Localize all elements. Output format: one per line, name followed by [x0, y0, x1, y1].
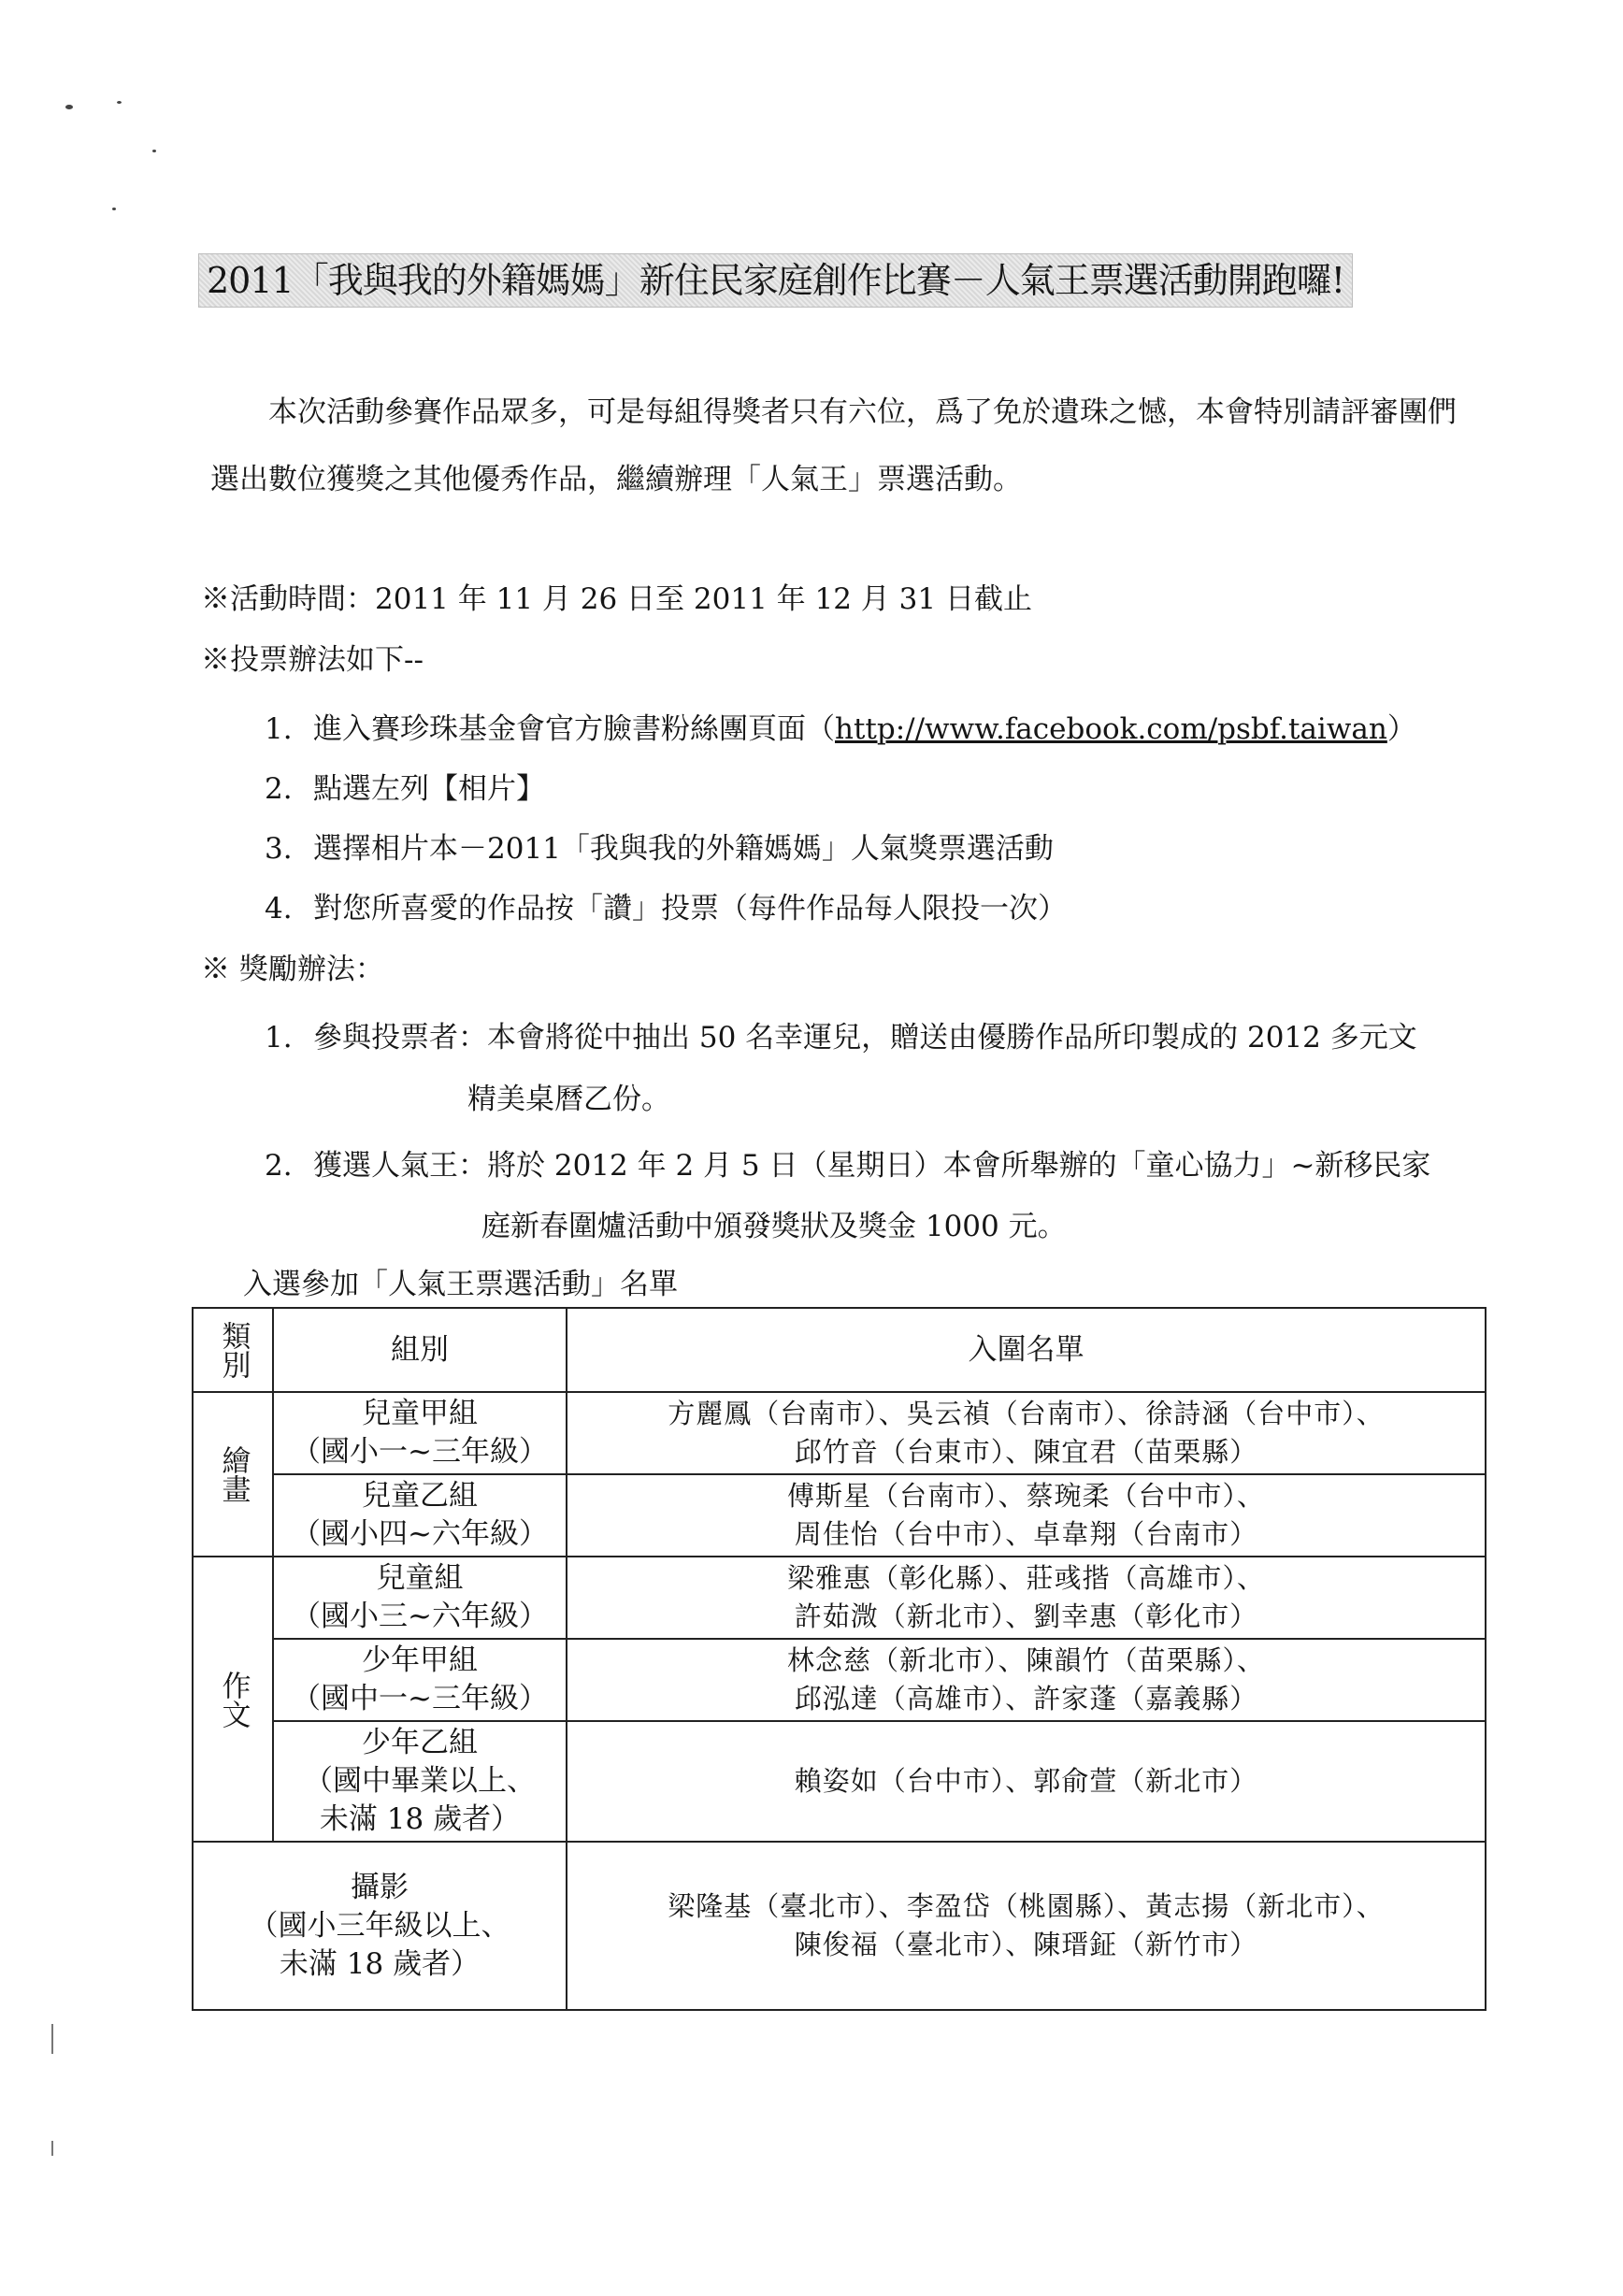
reward-2-cont: 庭新春圍爐活動中頒發獎狀及獎金 1000 元。 — [481, 1210, 1067, 1243]
step-number: 3. — [265, 832, 293, 866]
group-grade: （國小四~六年級） — [292, 1517, 548, 1551]
header-names: 入圍名單 — [567, 1308, 1486, 1392]
group-name: 兒童乙組 — [362, 1479, 478, 1513]
header-group: 組別 — [273, 1308, 567, 1392]
table-row — [193, 1721, 1486, 1842]
table-caption: 入選參加「人氣王票選活動」名單 — [243, 1268, 678, 1301]
nominee-line: 梁隆基（臺北市）、李盈岱（桃園縣）、黃志揚（新北市）、 — [668, 1890, 1385, 1922]
voting-step-4 — [265, 888, 1067, 929]
group-name: 兒童組 — [376, 1561, 464, 1595]
group-grade: （國中一~三年級） — [292, 1682, 548, 1715]
reward-number: 2. — [265, 1149, 293, 1183]
reward-header: ※ 獎勵辦法： — [201, 953, 384, 986]
facebook-link[interactable]: http://www.facebook.com/psbf.taiwan — [835, 712, 1387, 746]
scan-mark — [51, 2141, 53, 2156]
reward-2 — [265, 1145, 1430, 1186]
reward-1-cont: 精美桌曆乙份。 — [467, 1083, 670, 1116]
voting-step-1 — [265, 709, 1416, 750]
group-cell — [273, 1392, 567, 1474]
group-name: 少年甲組 — [362, 1643, 478, 1677]
step-number: 2. — [265, 772, 293, 806]
category-painting: 繪畫 — [193, 1392, 273, 1557]
group-cell — [273, 1721, 567, 1842]
intro-paragraph: 本次活動參賽作品眾多，可是每組得獎者只有六位，爲了免於遺珠之憾，本會特別請評審團們選出數位獲獎之其他優秀作品，繼續辦理「人氣王」票選活動。 — [210, 395, 1457, 496]
group-grade: （國小三年級以上、 — [249, 1908, 510, 1943]
header-category: 類別 — [193, 1308, 273, 1392]
step-text: 對您所喜愛的作品按「讚」投票（每件作品每人限投一次） — [313, 892, 1067, 926]
step-text: 點選左列【相片】 — [313, 772, 545, 806]
voting-header: ※投票辦法如下-- — [201, 643, 424, 677]
nominee-line: 方麗鳳（台南市）、吳云禎（台南市）、徐詩涵（台中市）、 — [668, 1398, 1385, 1429]
nominee-cell — [567, 1392, 1486, 1474]
nominee-cell — [567, 1721, 1486, 1842]
group-grade-cont: 未滿 18 歲者） — [279, 1946, 481, 1981]
group-grade-cont: 未滿 18 歲者） — [319, 1802, 521, 1836]
voting-step-3 — [265, 828, 1054, 869]
reward-1 — [265, 1017, 1417, 1058]
step-text-end: ） — [1386, 712, 1416, 746]
reward-text: 獲選人氣王：將於 2012 年 2 月 5 日（星期日）本會所舉辦的「童心協力」~新移民家 — [313, 1149, 1431, 1183]
scan-speck — [152, 150, 156, 152]
table-row — [193, 1557, 1486, 1639]
photo-group-cell — [193, 1842, 567, 2010]
nominee-cell — [567, 1639, 1486, 1721]
voting-step-2 — [265, 768, 545, 810]
group-grade: （國小三~六年級） — [292, 1600, 548, 1633]
category-writing: 作文 — [193, 1557, 273, 1842]
step-text: 選擇相片本－2011「我與我的外籍媽媽」人氣獎票選活動 — [313, 832, 1054, 866]
table-row — [193, 1474, 1486, 1557]
reward-number: 1. — [265, 1021, 293, 1055]
table-header-row — [193, 1308, 1486, 1392]
nominee-line: 梁雅惠（彰化縣）、莊彧揩（高雄市）、 — [786, 1562, 1265, 1594]
scan-mark — [51, 2024, 53, 2054]
reward-text: 參與投票者：本會將從中抽出 50 名幸運兒，贈送由優勝作品所印製成的 2012 多元文 — [313, 1021, 1417, 1055]
nominee-line: 陳俊福（臺北市）、陳瑨鉦（新竹市） — [794, 1929, 1258, 1960]
nominee-line: 許茹溦（新北市）、劉幸惠（彰化市） — [794, 1600, 1258, 1632]
step-number: 1. — [265, 712, 293, 746]
group-grade: （國中畢業以上、 — [304, 1764, 536, 1798]
nominee-cell — [567, 1557, 1486, 1639]
group-cell — [273, 1639, 567, 1721]
nominee-line: 周佳怡（台中市）、卓韋翔（台南市） — [794, 1518, 1258, 1550]
page-title: 2011「我與我的外籍媽媽」新住民家庭創作比賽－人氣王票選活動開跑囉! — [198, 253, 1353, 308]
group-grade: （國小一~三年級） — [292, 1435, 548, 1469]
scan-speck — [112, 208, 116, 210]
table-row — [193, 1392, 1486, 1474]
group-name: 兒童甲組 — [362, 1397, 478, 1430]
nominee-line: 傅斯星（台南市）、蔡琬柔（台中市）、 — [786, 1480, 1265, 1512]
group-name: 攝影 — [351, 1870, 409, 1904]
group-cell — [273, 1557, 567, 1639]
table-row — [193, 1842, 1486, 2010]
nominee-line: 邱泓達（高雄市）、許家蓬（嘉義縣） — [794, 1683, 1258, 1715]
group-cell — [273, 1474, 567, 1557]
scan-speck — [117, 101, 122, 104]
step-text: 進入賽珍珠基金會官方臉書粉絲團頁面（ — [313, 712, 835, 746]
nominee-cell — [567, 1474, 1486, 1557]
activity-time: ※活動時間：2011 年 11 月 26 日至 2011 年 12 月 31 日截止 — [201, 582, 1032, 616]
nominee-line: 林念慈（新北市）、陳韻竹（苗栗縣）、 — [786, 1644, 1265, 1676]
scan-speck — [65, 105, 73, 109]
group-name: 少年乙組 — [362, 1726, 478, 1759]
table-row — [193, 1639, 1486, 1721]
nominee-cell — [567, 1842, 1486, 2010]
nominee-line: 邱竹音（台東市）、陳宜君（苗栗縣） — [794, 1436, 1258, 1468]
nominee-table — [192, 1307, 1487, 2011]
step-number: 4. — [265, 892, 293, 926]
nominee-line: 賴姿如（台中市）、郭俞萱（新北市） — [794, 1765, 1258, 1797]
